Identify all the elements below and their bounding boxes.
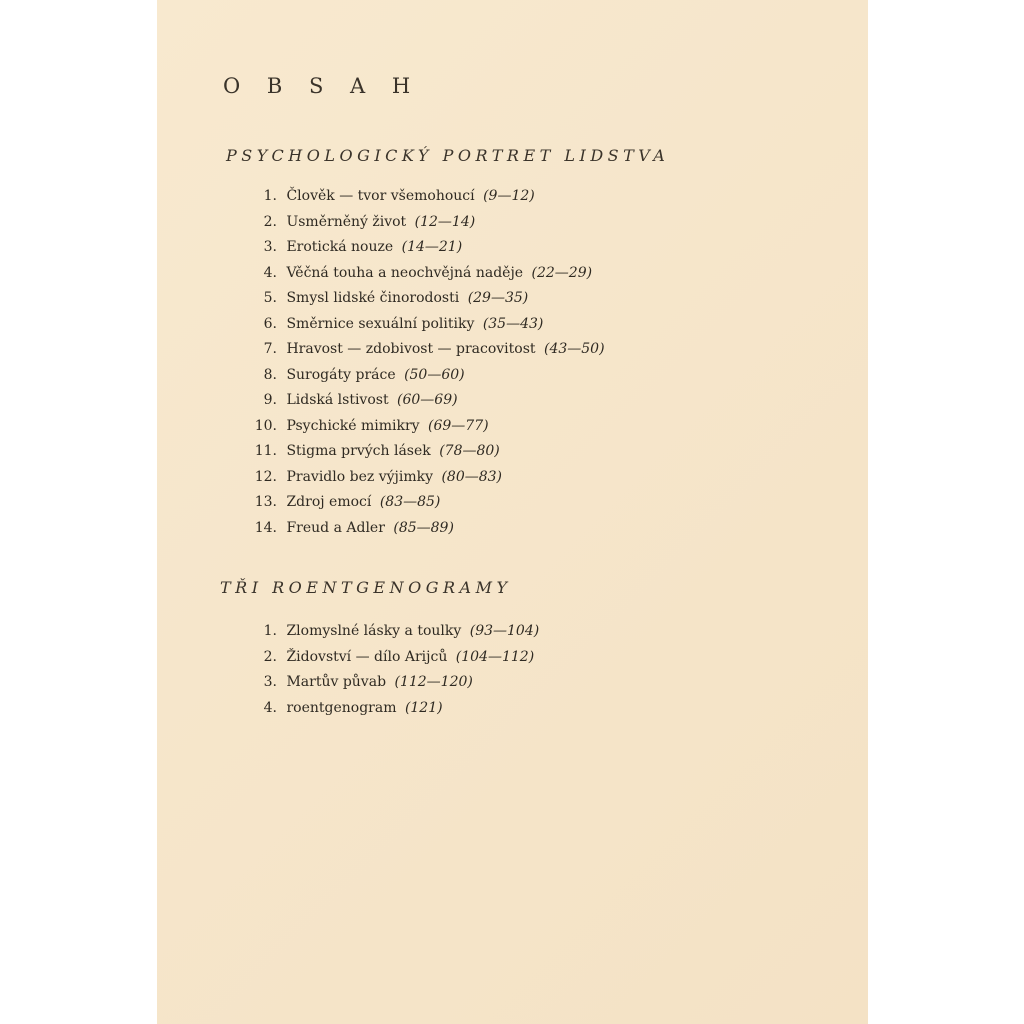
toc-entry-number: 8. [263, 366, 277, 383]
toc-entry-number: 4. [263, 264, 277, 281]
toc-entry-pages: (43—50) [543, 341, 605, 357]
toc-entry [247, 414, 605, 440]
toc-entry [247, 235, 605, 261]
toc-entry-number: 11. [254, 443, 277, 459]
toc-entry-pages: (85—89) [393, 519, 454, 536]
toc-entry-pages: (121) [404, 699, 443, 716]
toc-entry-pages: (12—14) [414, 213, 476, 230]
toc-entry-title: Věčná touha a neochvějná naděje [286, 264, 524, 281]
toc-entry-pages: (9—12) [483, 188, 535, 204]
toc-entry-number: 6. [263, 315, 277, 332]
toc-entry-number: 1. [263, 188, 277, 204]
toc-entry [247, 286, 605, 312]
toc-entry [247, 670, 539, 696]
toc-entry-title: Člověk — tvor všemohoucí [286, 188, 475, 204]
toc-entry-pages: (112—120) [394, 674, 473, 690]
toc-list [247, 184, 605, 541]
toc-entry-pages: (35—43) [482, 315, 544, 332]
toc-entry [247, 490, 605, 516]
toc-entry [247, 184, 605, 210]
toc-entry [247, 619, 539, 645]
toc-entry-title: Surogáty práce [286, 366, 396, 383]
toc-entry-title: Směrnice sexuální politiky [286, 315, 475, 332]
toc-entry [247, 465, 605, 491]
toc-entry [247, 516, 605, 542]
book-page [157, 0, 868, 1024]
toc-entry-title: Usměrněný život [286, 213, 407, 230]
toc-entry [247, 312, 605, 338]
toc-entry-title: Smysl lidské činorodosti [286, 290, 460, 306]
toc-entry-number: 4. [263, 699, 277, 716]
toc-entry [247, 210, 605, 236]
section-heading: PSYCHOLOGICKÝ PORTRET LIDSTVA [226, 146, 670, 165]
toc-entry [247, 261, 605, 287]
toc-entry-pages: (14—21) [401, 239, 463, 255]
toc-entry-title: Psychické mimikry [286, 417, 420, 434]
toc-entry-title: Martův půvab [286, 674, 387, 690]
toc-entry [247, 363, 605, 389]
toc-entry-title: Zlomyslné lásky a toulky [286, 623, 462, 639]
toc-entry-pages: (50—60) [404, 366, 465, 383]
toc-entry-number: 2. [263, 213, 277, 230]
toc-entry-number: 9. [263, 392, 277, 408]
toc-entry-number: 7. [263, 341, 277, 357]
toc-entry [247, 439, 605, 465]
toc-entry-pages: (22—29) [531, 264, 593, 281]
toc-entry [247, 337, 605, 363]
toc-entry-pages: (104—112) [455, 648, 535, 665]
toc-entry-pages: (60—69) [397, 392, 458, 408]
toc-entry-pages: (93—104) [469, 623, 540, 639]
section-heading: TŘI ROENTGENOGRAMY [220, 578, 512, 597]
toc-entry-number: 14. [254, 519, 277, 536]
toc-entry [247, 696, 539, 722]
toc-entry-number: 12. [254, 468, 277, 485]
toc-entry-title: Pravidlo bez výjimky [286, 468, 433, 485]
toc-entry-pages: (29—35) [467, 290, 529, 306]
toc-entry-number: 10. [254, 417, 277, 434]
toc-entry-number: 3. [263, 239, 277, 255]
toc-entry-number: 1. [263, 623, 277, 639]
toc-entry-title: Erotická nouze [286, 239, 394, 255]
toc-entry [247, 388, 605, 414]
toc-entry-title: roentgenogram [286, 699, 397, 716]
toc-entry-number: 5. [263, 290, 277, 306]
toc-entry-title: Stigma prvých lásek [286, 443, 431, 459]
toc-entry-title: Židovství — dílo Arijců [286, 648, 448, 665]
toc-entry-pages: (83—85) [379, 494, 441, 510]
page-title: O B S A H [223, 74, 421, 98]
toc-entry-pages: (78—80) [439, 443, 500, 459]
toc-entry-title: Hravost — zdobivost — pracovitost [286, 341, 536, 357]
toc-entry-pages: (69—77) [428, 417, 489, 434]
toc-entry-pages: (80—83) [441, 468, 503, 485]
toc-entry-title: Zdroj emocí [286, 494, 372, 510]
toc-list [247, 619, 539, 721]
toc-entry-number: 13. [254, 494, 277, 510]
toc-entry-number: 3. [263, 674, 277, 690]
toc-entry-number: 2. [263, 648, 277, 665]
toc-entry-title: Freud a Adler [286, 519, 385, 536]
toc-entry-title: Lidská lstivost [286, 392, 389, 408]
toc-entry [247, 645, 539, 671]
